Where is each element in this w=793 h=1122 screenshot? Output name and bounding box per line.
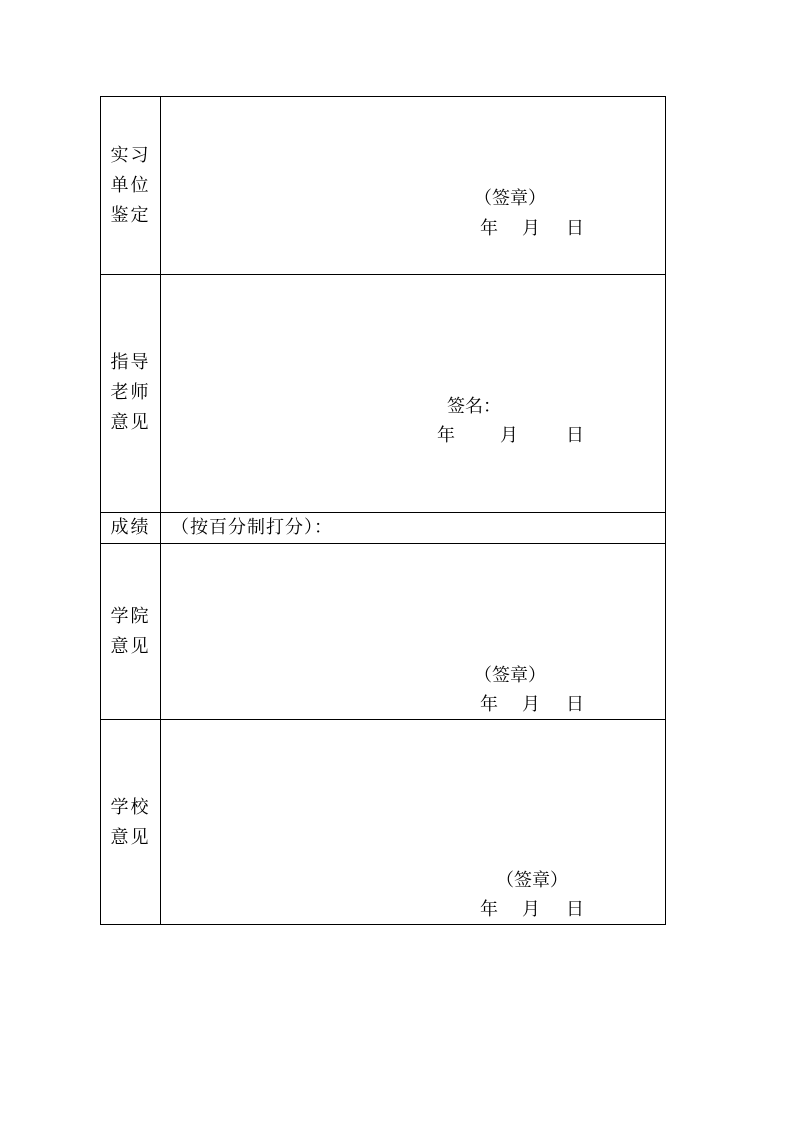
- year-label: 年: [480, 899, 498, 920]
- label-cell: [101, 275, 161, 512]
- row-college-opinion: [101, 544, 665, 720]
- row-label: 学院 意见: [110, 606, 151, 657]
- year-label: 年: [480, 694, 498, 715]
- grade-area[interactable]: [161, 513, 665, 543]
- evaluation-form: [100, 96, 666, 925]
- school-opinion-area[interactable]: [161, 720, 665, 924]
- month-label: 月: [522, 899, 540, 920]
- day-label: 日: [566, 425, 584, 446]
- day-label: 日: [566, 218, 584, 239]
- row-internship-unit: [101, 97, 665, 275]
- month-label: 月: [500, 425, 518, 446]
- label-cell: [101, 720, 161, 924]
- row-advisor-opinion: [101, 275, 665, 513]
- year-label: 年: [480, 218, 498, 239]
- day-label: 日: [566, 694, 584, 715]
- row-label: 成绩: [110, 517, 151, 538]
- seal-label: （签章）: [496, 870, 568, 891]
- unit-appraisal-area[interactable]: [161, 97, 665, 274]
- label-cell: [101, 513, 161, 543]
- college-opinion-area[interactable]: [161, 544, 665, 719]
- label-cell: [101, 544, 161, 719]
- row-grade: [101, 513, 665, 544]
- row-school-opinion: [101, 720, 665, 924]
- label-cell: [101, 97, 161, 274]
- year-label: 年: [437, 425, 455, 446]
- seal-label: （签章）: [474, 188, 546, 209]
- row-label: 学校 意见: [110, 797, 151, 848]
- row-label: 实习 单位 鉴定: [110, 145, 151, 226]
- signature-label: 签名：: [447, 396, 501, 417]
- row-label: 指导 老师 意见: [110, 352, 151, 433]
- advisor-opinion-area[interactable]: [161, 275, 665, 512]
- seal-label: （签章）: [474, 665, 546, 686]
- month-label: 月: [522, 694, 540, 715]
- month-label: 月: [522, 218, 540, 239]
- grade-note: （按百分制打分）：: [171, 517, 333, 538]
- day-label: 日: [566, 899, 584, 920]
